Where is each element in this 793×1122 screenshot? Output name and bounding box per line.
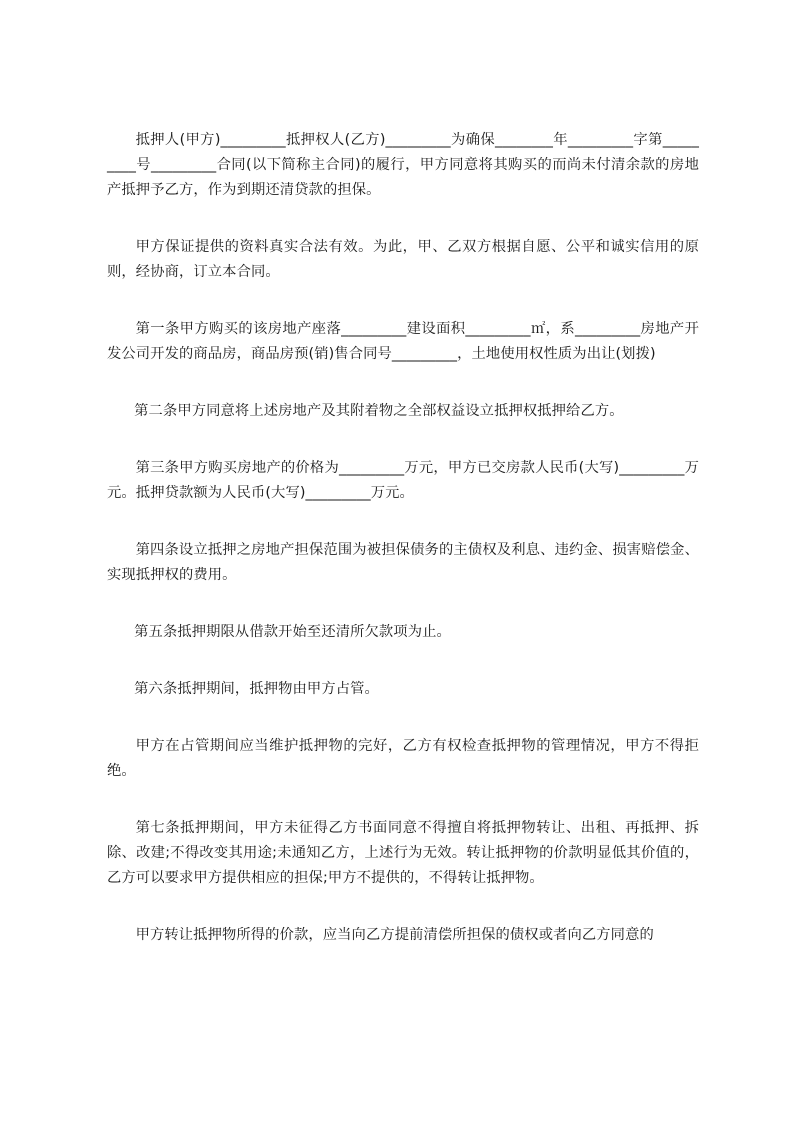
paragraph-preamble: 抵押人(甲方)_________抵押权人(乙方)_________为确保________年_________字第_________号_________合同(以下简称主合同)的履行，甲方同意将其购买的而尚未付清余款的房地产抵押予乙方，作为到期还清贷款的担保。 (107, 132, 699, 198)
document-body (107, 128, 699, 980)
paragraph-article-6: 第六条抵押期间，抵押物由甲方占管。 (134, 681, 379, 697)
paragraph-article-3: 第三条甲方购买房地产的价格为_________万元，甲方已交房款人民币(大写)_________万元。抵押贷款额为人民币(大写)_________万元。 (107, 460, 699, 501)
paragraph-article-2: 第二条甲方同意将上述房地产及其附着物之全部权益设立抵押权抵押给乙方。 (134, 403, 624, 419)
paragraph-article-6-detail: 甲方在占管期间应当维护抵押物的完好，乙方有权检查抵押物的管理情况，甲方不得拒绝。 (107, 738, 699, 779)
paragraph-article-1: 第一条甲方购买的该房地产座落_________建设面积_________㎡，系_________房地产开发公司开发的商品房，商品房预(销)售合同号_________，土地使用权性质为出让(划拨) (107, 321, 699, 362)
paragraph-guarantee: 甲方保证提供的资料真实合法有效。为此，甲、乙双方根据自愿、公平和诚实信用的原则，经协商，订立本合同。 (107, 239, 699, 280)
paragraph-article-4: 第四条设立抵押之房地产担保范围为被担保债务的主债权及利息、违约金、损害赔偿金、实现抵押权的费用。 (107, 542, 699, 583)
paragraph-article-5: 第五条抵押期限从借款开始至还清所欠款项为止。 (134, 624, 451, 640)
paragraph-transfer-proceeds: 甲方转让抵押物所得的价款，应当向乙方提前清偿所担保的债权或者向乙方同意的 (135, 927, 654, 943)
paragraph-article-7: 第七条抵押期间，甲方未征得乙方书面同意不得擅自将抵押物转让、出租、再抵押、拆除、改建;不得改变其用途;未通知乙方，上述行为无效。转让抵押物的价款明显低其价值的，乙方可以要求甲方提供相应的担保;甲方不提供的，不得转让抵押物。 (107, 820, 699, 886)
